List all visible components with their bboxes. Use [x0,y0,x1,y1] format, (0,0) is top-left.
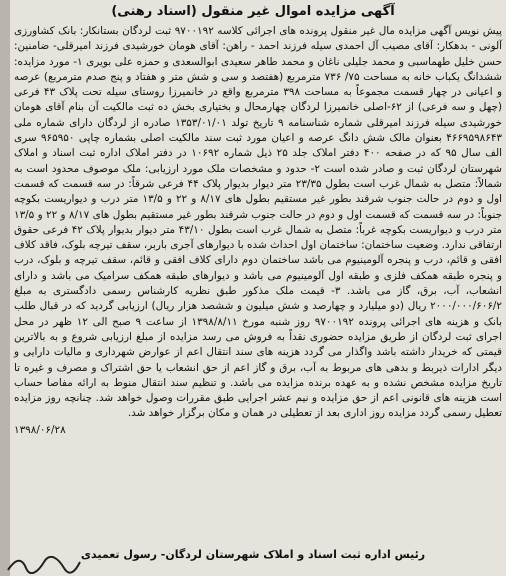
notice-date: ۱۳۹۸/۰۶/۲۸ [14,423,66,436]
handwritten-mark [4,556,84,574]
notice-paragraph: پیش نویس آگهی مزایده مال غیر منقول پرونده های اجرائی کلاسه ۹۷۰۰۱۹۲ ثبت لردگان بستانکار: بانک کشاورزی آلونی - بدهکار: آقای مصیب آل احمدی سیله فرزند احمد - راهن: آقای هومان خورشیدی فرزند امیرقلی- ضامنین: حسن خلیل طهماسبی و محمد جلیلی ناغان و محمد طاهر سعیدی ابوالسعدی و حمزه علی بویری ۱- مورد مزایده: ششدانگ یکباب خانه به مساحت ۷۵/ ۷۳۶ مترمربع (هفتصد و سی و شش متر و هفتاد و پنج صدم مترمربع) عرصه و اعیانی در چهار قسمت مجموعاً به مساحت ۳۹۸ مترمربع واقع در خانمیرزا روستای سیله تحت پلاک ۴۳ فرعی (چهل و سه فرعی) از ۶۲-اصلی خانمیرزا لردگان چهارمحال و بختیاری بخش ده ثبت مالکیت آن بنام آقای هومان خورشیدی سیله فرزند امیرقلی شماره شناسنامه ۹ تاریخ تولد ۱۳۵۳/۰۱/۰۱ صادره از لردگان دارای شماره ملی ۴۶۶۹۵۹۸۶۴۳ بعنوان مالک شش دانگ عرصه و اعیان مورد ثبت سند مالکیت اصلی بشماره چاپی ۹۶۵۹۵۰ سری الف سال ۹۵ که در صفحه ۴۰۰ دفتر املاک جلد ۲۵ ذیل شماره ۱۰۶۹۲ در دفتر املاک اداره ثبت اسناد و املاک شهرستان لردگان ثبت و صادر شده است ۲- حدود و مشخصات ملک مورد ارزیابی: ملک موصوف محدود است به شمالاً: متصل به شمال غرب است بطول ۲۳/۳۵ متر دیوار بدیوار پلاک ۴۴ فرعی شرقاً: در سه قسمت که قسمت اول و دوم در حالت جنوب شرقند بطور غیر مستقیم بطول های ۸/۱۷ و ۲۲ و ۱۳/۵ متر درب و دیواریست بکوچه جنوباً: در سه قسمت که قسمت اول و دوم در حالت جنوب شرقند بطور غیر مستقیم بطول های ۸/۱۷ و ۲۲ و ۱۳/۵ متر درب و دیواریست بکوچه غرباً: متصل به شمال غرب است بطول ۴۳/۱۰ متر دیوار بدیوار پلاک ۴۲ فرعی حقوق ارتفاقی ندارد. وضعیت ساختمان: ساختمان اول احداث شده با دیوارهای آجری باربر، سقف تیرچه بلوک، فاقد کلاف افقی و قائم، درب و پنجره آلومینیوم می باشد ساختمان دوم دارای کلاف افقی و قائم، سقف تیرچه و بلوک، درب و پنجره طبقه همکف فلزی و طبقه اول آلومینیوم می باشد و دیوارهای طبقه همکف سرامیک می باشد و دارای انشعاب، آب، برق، گاز می باشد. ۳- قیمت ملک مذکور طبق نظریه کارشناس رسمی دادگستری به مبلغ ۲۰۰۰/۰۰۰/۶۰۶/۲ ریال (دو میلیارد و چهارصد و شش میلیون و ششصد هزار ریال) ارزیابی گردید که در قبال طلب بانک و هزینه های اجرائی پرونده ۹۷۰۰۱۹۲ روز شنبه مورخ ۱۳۹۸/۸/۱۱ از ساعت ۹ صبح الی ۱۲ ظهر در محل اجرای ثبت لردگان از طریق مزایده حضوری نقداً به فروش می رسد مزایده از مبلغ ارزیابی شروع و به بالاترین قیمتی که خریدار داشته باشد واگذار می گردد هزینه های سند انتقال اعم از عوارض شهرداری و مالیات دارایی و دیگر ادارات ذیربط و بدهی های مربوط به آب، برق و گاز اعم از حق انشعاب یا حق اشتراک و مصرف و غیره تا تاریخ مزایده مشخص نشده و به عهده برنده مزایده می باشد. و تنظیم سند انتقال منوط به ارائه مفاصا حساب است هزینه های قانونی اعم از حق مزایده و نیم عشر اجرایی طبق مقررات وصول خواهد شد. چنانچه روز مزایده تعطیل رسمی گردد مزایده روز اداری بعد از تعطیلی در همان و مکان برگزار خواهد شد. [14,25,503,420]
notice-title: آگهی مزایده اموال غیر منقول (اسناد رهنی) [111,4,395,19]
page-edge [0,0,10,576]
notice-body [14,24,502,438]
notice-signature: رئیس اداره ثبت اسناد و املاک شهرستان لردگان- رسول تعمیدی [80,548,426,561]
